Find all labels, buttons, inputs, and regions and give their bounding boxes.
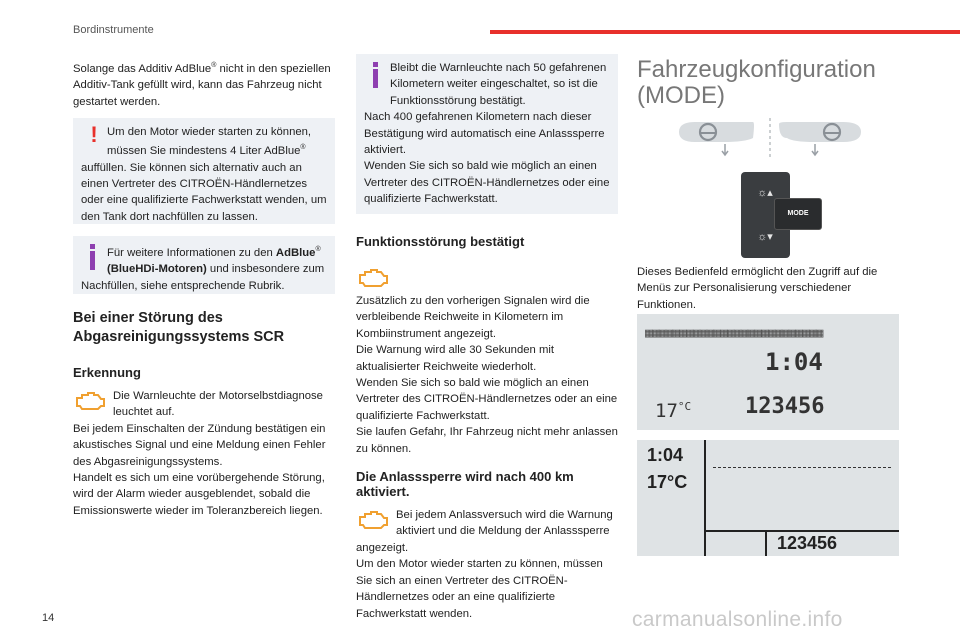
lcd-display-matrix [637,440,899,556]
detection-subheading: Erkennung [73,364,141,380]
brightness-down-button[interactable]: ☼▾ [757,231,773,243]
start-lock-block [356,507,618,622]
lcd-segment-bar: ▦▦▦▦▦▦▦▦▦▦▦▦▦▦▦▦▦▦▦▦▦▦▦▦▦▦ [645,326,823,340]
engine-warning-icon [73,388,107,414]
watermark: carmanualsonline.info [632,608,843,631]
lcd-display-segment [637,314,899,430]
mode-title: Fahrzeugkonfiguration (MODE) [637,56,876,109]
confirmation-info-note [356,54,618,214]
confirmed-text: Zusätzlich zu den vorherigen Signalen wird die verbleibende Reichweite in Kilometern im Kombiinstrument angezeigt. Die Warnung wird alle 30 Sekunden mit aktualisierter Reichweite wiederholt. Wenden Sie sich so bald wie möglich an einen Vertreter des CITROËN-Händlernetzes oder an eine qualifizierte Fachwerkstatt. Sie laufen Gefahr, Ihr Fahrzeug nicht mehr anlassen zu können. [356,295,618,455]
confirmation-info-text: Bleibt die Warnleuchte nach 50 gefahrenen Kilometern weiter eingeschaltet, so ist die Funktionsstörung bestätigt. Nach 400 gefahrenen Kilometern nach dieser Bestätigung wird automatisch eine Anlasssperre aktiviert. Wenden Sie sich so bald wie möglich an einen Vertreter des CITROËN-Händlernetzes oder eine qualifizierte Fachwerkstatt. [364,62,610,206]
lcd-temperature: $17^{^\circ C}$ [655,400,692,422]
section-accent-bar [490,30,960,34]
detection-block [73,388,335,519]
lcd-temperature: 17°C [647,472,688,492]
info-icon [81,242,107,276]
warning-note [73,118,335,224]
steering-wheel-illustration [675,112,865,160]
info-text: Für weitere Informationen zu den AdBlue® (BlueHDi-Motoren) und insbesondere zum Nachfüllen, siehe entsprechende Rubrik. [81,245,325,292]
start-lock-heading: Die Anlasssperre wird nach 400 km aktiviert. [356,469,574,500]
lcd-odometer: 123456 [777,533,838,553]
brightness-up-button[interactable]: ☼▴ [757,187,773,199]
section-header: Bordinstrumente [73,24,154,36]
lcd-odometer: 123456 [745,394,825,419]
lcd-time: 1:04 [647,445,684,465]
detection-text: Die Warnleuchte der Motorselbstdiagnose leuchtet auf. Bei jedem Einschalten der Zündung bestätigen ein akustisches Signal und eine Meldung einen Fehler des Abgasreinigungssystems. Handelt es sich um eine vorübergehende Störung, wird der Alarm wieder ausgeblendet, sobald die Emissionswerte wieder im Toleranzbereich liegen. [73,389,326,517]
engine-warning-icon [356,507,390,533]
lcd-time: 1:04 [765,348,823,376]
mode-description: Dieses Bedienfeld ermöglicht den Zugriff auf die Menüs zur Personalisierung verschiedener Funktionen. [637,266,878,311]
column-1 [73,58,335,519]
column-2 [356,54,618,622]
info-icon [364,60,390,94]
exclamation-icon: ! [90,121,98,147]
info-note [73,236,335,294]
mode-button[interactable]: MODE [774,198,822,230]
scr-heading: Bei einer Störung des Abgasreinigungssystems SCR [73,309,285,345]
confirmed-heading: Funktionsstörung bestätigt [356,234,525,249]
intro-paragraph: Solange das Additiv AdBlue® nicht in den speziellen Additiv-Tank gefüllt wird, kann das Fahrzeug nicht gestartet werden. [73,62,331,108]
start-lock-text: Bei jedem Anlassversuch wird die Warnung aktiviert und die Meldung der Anlasssperre angezeigt. Um den Motor wieder starten zu können, müssen Sie sich an einen Vertreter des CITROËN-Händlernetzes oder an eine qualifizierte Fachwerkstatt wenden. [356,509,613,620]
warning-text: Um den Motor wieder starten zu können, müssen Sie mindestens 4 Liter AdBlue® auffüllen. Sie können sich alternativ auch an einen Vertreter des CITROËN-Händlernetzes oder eine qualifizierte Fachwerkstatt wenden, um den Tank dort nachfüllen zu lassen. [81,125,327,223]
page-number: 14 [42,612,55,624]
engine-warning-icon [356,265,390,291]
